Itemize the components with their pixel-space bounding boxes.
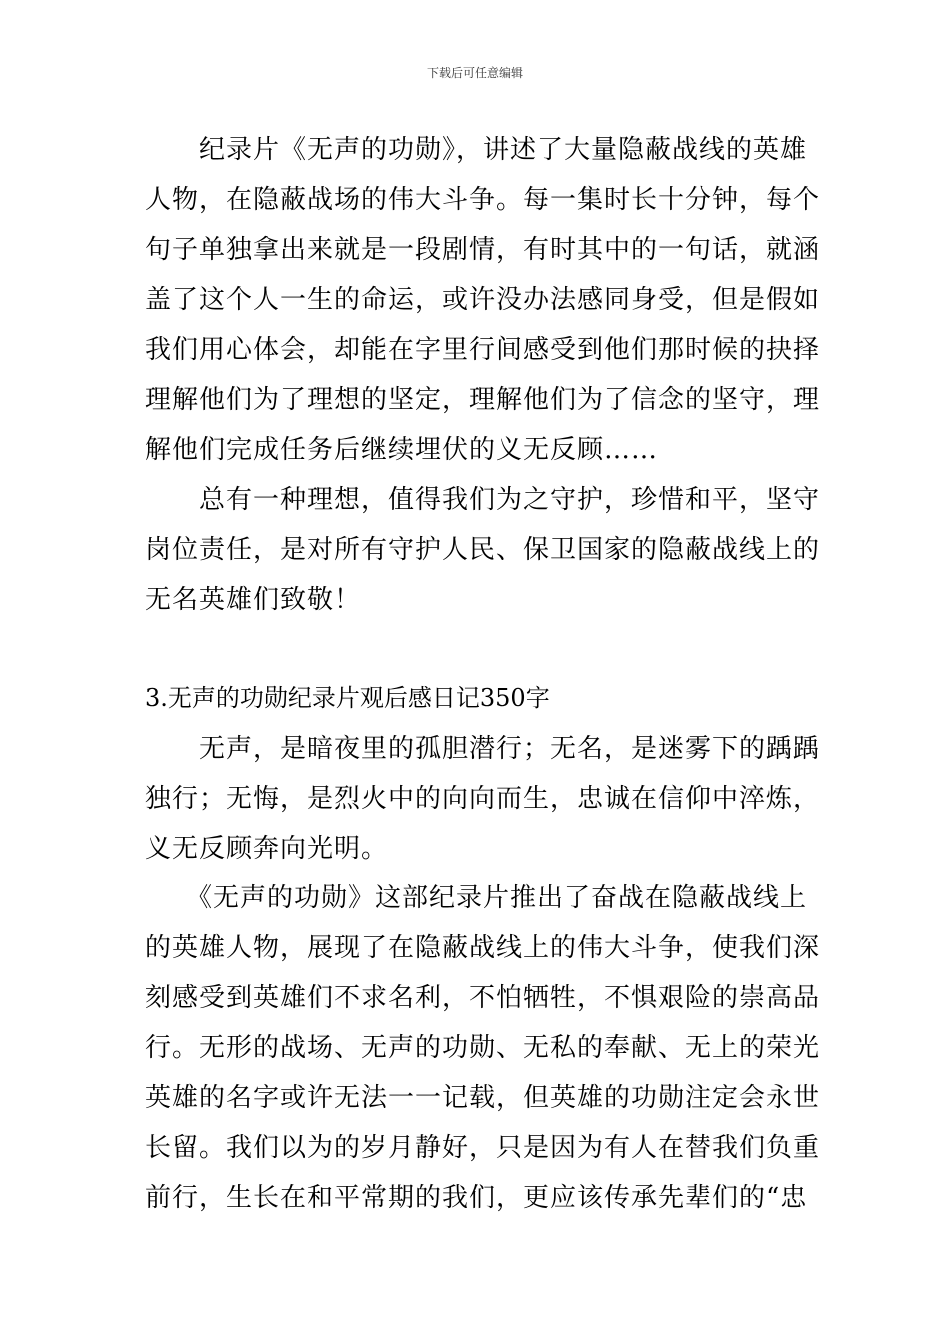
text-line: 英雄的名字或许无法一一记载，但英雄的功勋注定会永世: [145, 1083, 821, 1113]
text-line: 行。无形的战场、无声的功勋、无私的奉献、无上的荣光: [145, 1033, 821, 1063]
text-line: 人物，在隐蔽战场的伟大斗争。每一集时长十分钟，每个: [145, 185, 821, 215]
text-line: 长留。我们以为的岁月静好，只是因为有人在替我们负重: [145, 1133, 821, 1163]
text-line: 盖了这个人一生的命运，或许没办法感同身受，但是假如: [145, 285, 821, 315]
page-header: 下载后可任意编辑: [426, 66, 523, 80]
text-line: 前行，生长在和平常期的我们，更应该传承先辈们的“忠: [145, 1183, 808, 1213]
text-line: 《无声的功勋》这部纪录片推出了奋战在隐蔽战线上: [145, 883, 808, 913]
text-line: 无声，是暗夜里的孤胆潜行；无名，是迷雾下的踽踽: [145, 734, 821, 764]
text-line: 独行；无悔，是烈火中的向向而生，忠诚在信仰中淬炼，: [145, 784, 821, 814]
section-heading: 3.无声的功勋纪录片观后感日记350字: [145, 684, 550, 712]
text-line: 义无反顾奔向光明。: [145, 834, 389, 864]
text-line: 岗位责任，是对所有守护人民、保卫国家的隐蔽战线上的: [145, 535, 821, 565]
text-line: 纪录片《无声的功勋》，讲述了大量隐蔽战线的英雄: [145, 135, 808, 165]
text-line: 无名英雄们致敬！: [145, 585, 362, 615]
text-line: 刻感受到英雄们不求名利，不怕牺牲，不惧艰险的崇高品: [145, 983, 821, 1013]
text-line: 的英雄人物，展现了在隐蔽战线上的伟大斗争，使我们深: [145, 933, 821, 963]
text-line: 总有一种理想，值得我们为之守护，珍惜和平，坚守: [145, 485, 821, 515]
text-line: 解他们完成任务后继续埋伏的义无反顾……: [145, 435, 659, 465]
text-line: 我们用心体会，却能在字里行间感受到他们那时候的抉择: [145, 335, 821, 365]
text-line: 理解他们为了理想的坚定，理解他们为了信念的坚守，理: [145, 385, 821, 415]
text-line: 句子单独拿出来就是一段剧情，有时其中的一句话，就涵: [145, 235, 821, 265]
